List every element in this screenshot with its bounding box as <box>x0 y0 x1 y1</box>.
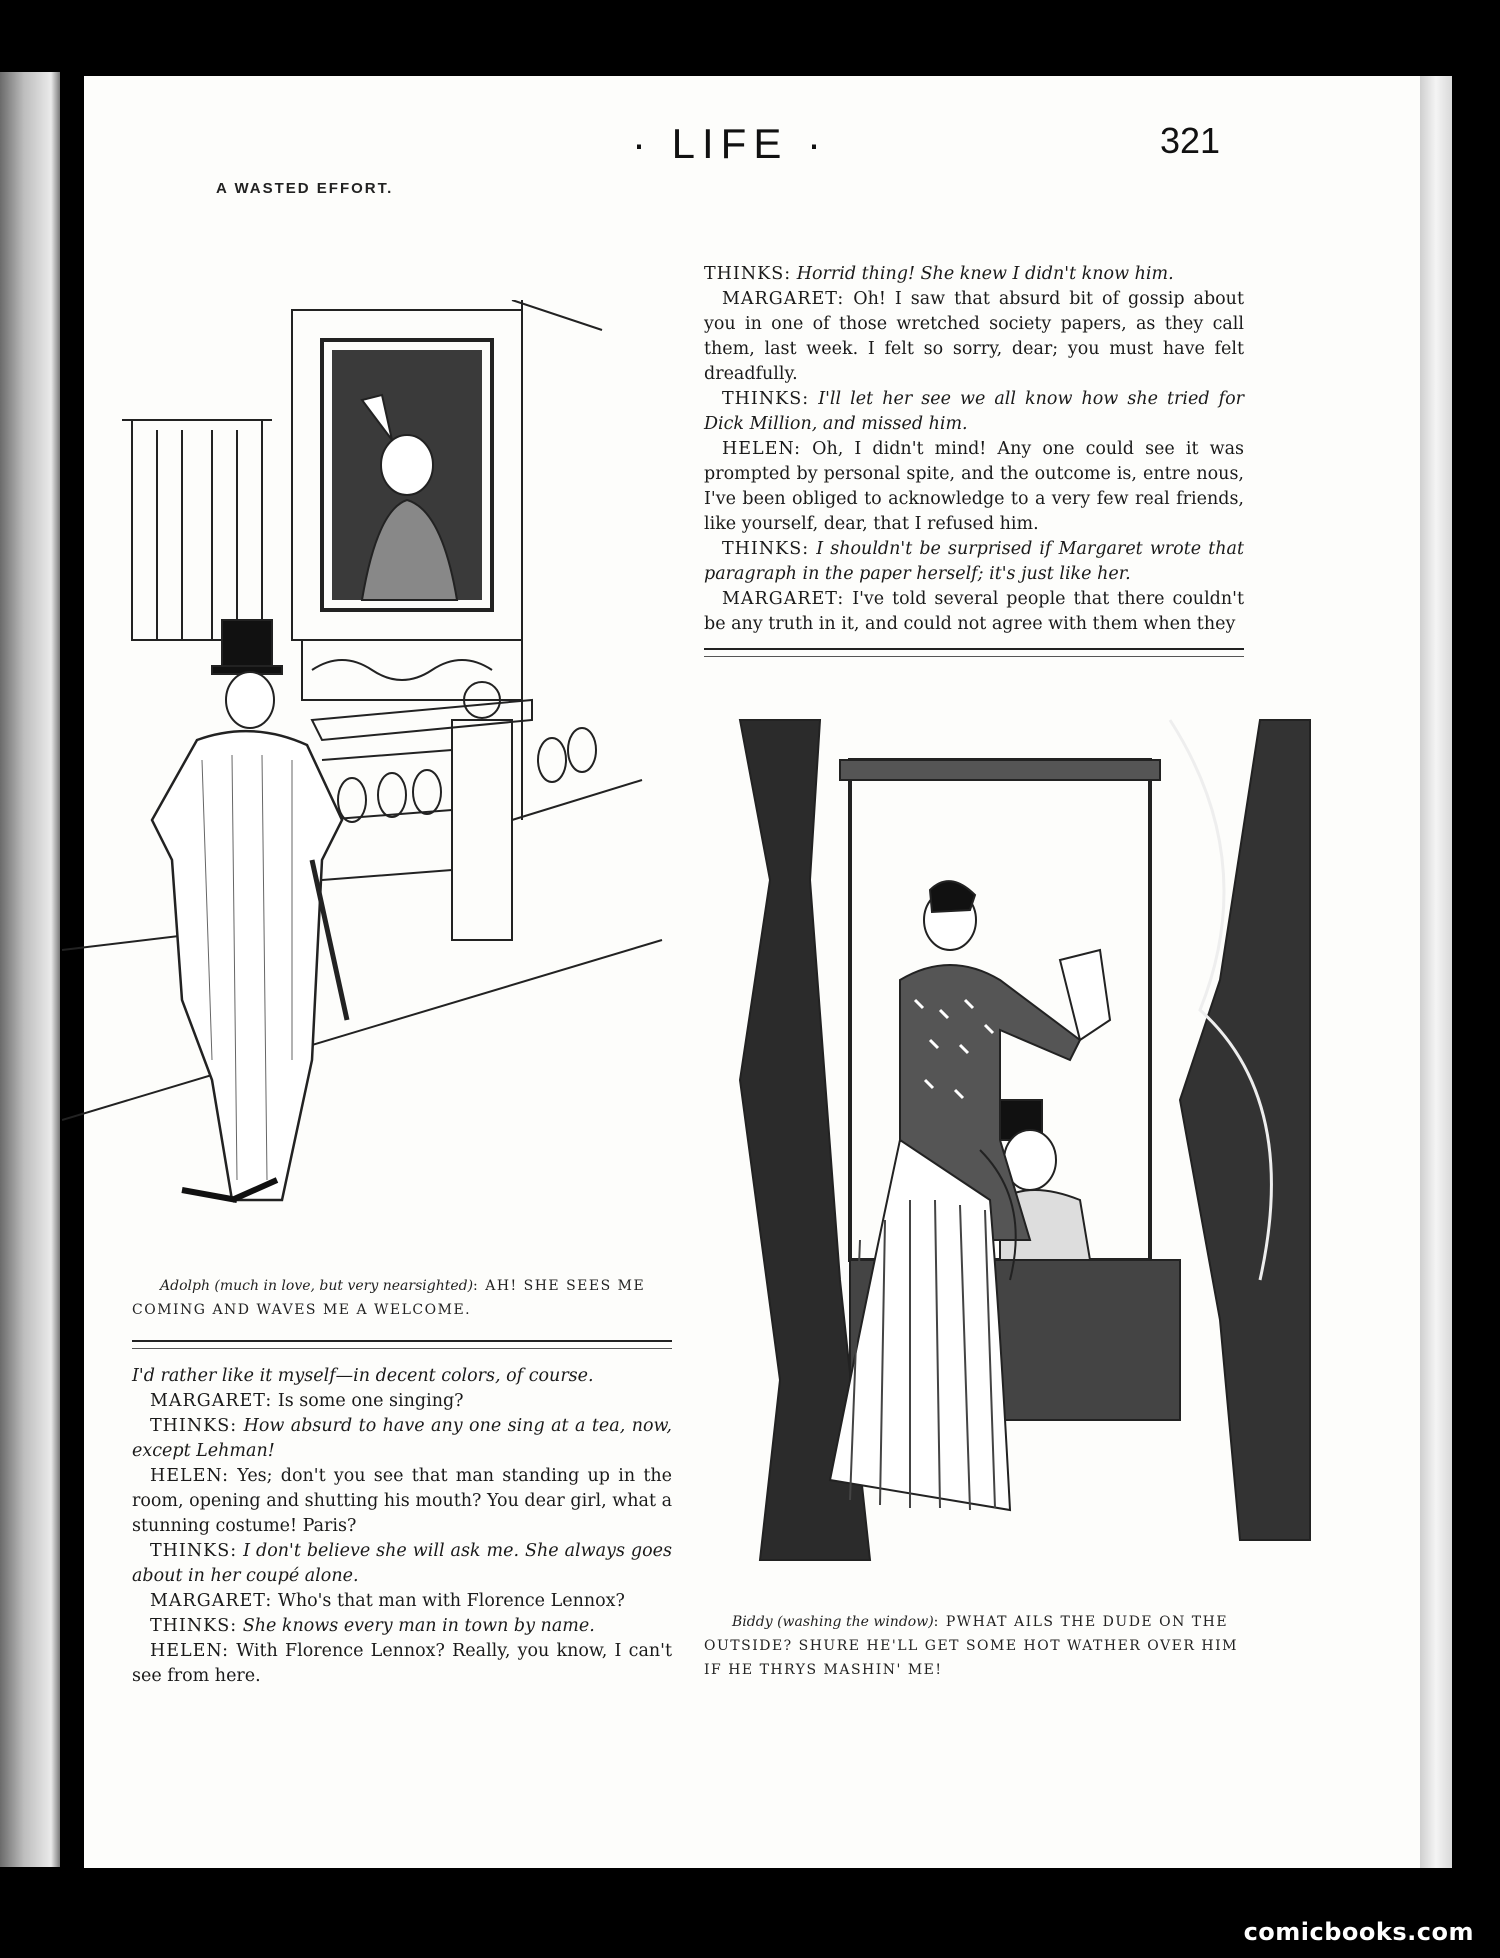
dialogue-line <box>132 1639 672 1689</box>
dialogue-line <box>132 1364 672 1389</box>
dialogue-text: Yes; don't you see that man standing up in the room, opening and shutting his mouth? You dear girl, what a stunning costume! Paris? <box>132 1466 672 1536</box>
caption-text: : PWHAT AILS THE DUDE ON THE OUTSIDE? SHURE HE'LL GET SOME HOT WATHER OVER HIM IF HE THRYS MASHIN' ME! <box>704 1614 1238 1678</box>
dialogue-line <box>132 1389 672 1414</box>
caption-biddy <box>704 1610 1244 1682</box>
dialogue-text: I shouldn't be surprised if Margaret wrote that paragraph in the paper herself; it's just like her. <box>704 539 1244 584</box>
section-rule-left <box>132 1340 672 1349</box>
dialogue-line <box>132 1464 672 1539</box>
caption-character: Biddy <box>732 1614 773 1630</box>
speaker-label: THINKS: <box>722 539 810 559</box>
illustration-adolph-street <box>62 300 674 1230</box>
illustration-biddy-window <box>700 680 1320 1580</box>
dialogue-line <box>132 1414 672 1464</box>
illustration-adolph-svg <box>62 300 674 1230</box>
dialogue-line <box>704 587 1244 637</box>
speaker-label: MARGARET: <box>722 289 845 309</box>
dialogue-text: I'll let her see we all know how she tried for Dick Million, and missed him. <box>704 389 1244 434</box>
dialogue-line <box>704 437 1244 537</box>
dialogue-text: She knows every man in town by name. <box>242 1616 595 1636</box>
dialogue-text: How absurd to have any one sing at a tea, now, except Lehman! <box>132 1416 672 1461</box>
dialogue-line <box>704 287 1244 387</box>
dialogue-text: Oh! I saw that absurd bit of gossip about you in one of those wretched society papers, as they call them, last week. I felt so sorry, dear; you must have felt dreadfully. <box>704 289 1244 384</box>
section-rule-right <box>704 648 1244 657</box>
dialogue-text: With Florence Lennox? Really, you know, I can't see from here. <box>132 1641 672 1686</box>
speaker-label: THINKS: <box>150 1616 238 1636</box>
lower-left-dialogue <box>132 1364 672 1689</box>
article-title: A WASTED EFFORT. <box>216 180 394 197</box>
caption-text: : AH! SHE SEES ME COMING AND WAVES ME A WELCOME. <box>132 1278 646 1318</box>
caption-adolph <box>132 1274 672 1322</box>
speaker-label: THINKS: <box>150 1416 238 1436</box>
dialogue-line <box>132 1539 672 1589</box>
speaker-label: HELEN: <box>150 1466 230 1486</box>
caption-character: Adolph <box>160 1278 210 1294</box>
speaker-label: THINKS: <box>150 1541 238 1561</box>
previous-page-edge <box>0 72 60 1867</box>
caption-aside: (much in love, but very nearsighted) <box>214 1278 474 1294</box>
dialogue-text: Horrid thing! She knew I didn't know him. <box>796 264 1174 284</box>
dialogue-line <box>704 262 1244 287</box>
dialogue-line <box>132 1614 672 1639</box>
dialogue-text: Oh, I didn't mind! Any one could see it was prompted by personal spite, and the outcome is, entre nous, I've been obliged to acknowledge to a very few real friends, like yourself, dear, that I refused him. <box>704 439 1244 534</box>
masthead-title: · LIFE · <box>631 120 828 167</box>
dialogue-text: Is some one singing? <box>277 1391 464 1411</box>
illustration-biddy-svg <box>700 680 1320 1580</box>
dialogue-text: Who's that man with Florence Lennox? <box>277 1591 625 1611</box>
upper-right-dialogue <box>704 262 1244 637</box>
dialogue-line <box>704 537 1244 587</box>
dialogue-text: I don't believe she will ask me. She always goes about in her coupé alone. <box>132 1541 672 1586</box>
page-edge-right <box>1420 76 1452 1868</box>
speaker-label: HELEN: <box>150 1641 230 1661</box>
dialogue-text: I'd rather like it myself—in decent colors, of course. <box>132 1366 594 1386</box>
dialogue-text: I've told several people that there couldn't be any truth in it, and could not agree with them when they <box>704 589 1244 634</box>
speaker-label: HELEN: <box>722 439 802 459</box>
speaker-label: THINKS: <box>722 389 810 409</box>
site-watermark: comicbooks.com <box>1243 1918 1474 1946</box>
speaker-label: MARGARET: <box>722 589 845 609</box>
speaker-label: MARGARET: <box>150 1391 273 1411</box>
dialogue-line <box>704 387 1244 437</box>
page-number: 321 <box>1160 120 1221 161</box>
dialogue-line <box>132 1589 672 1614</box>
speaker-label: MARGARET: <box>150 1591 273 1611</box>
caption-aside: (washing the window) <box>777 1614 934 1630</box>
speaker-label: THINKS: <box>704 264 792 284</box>
